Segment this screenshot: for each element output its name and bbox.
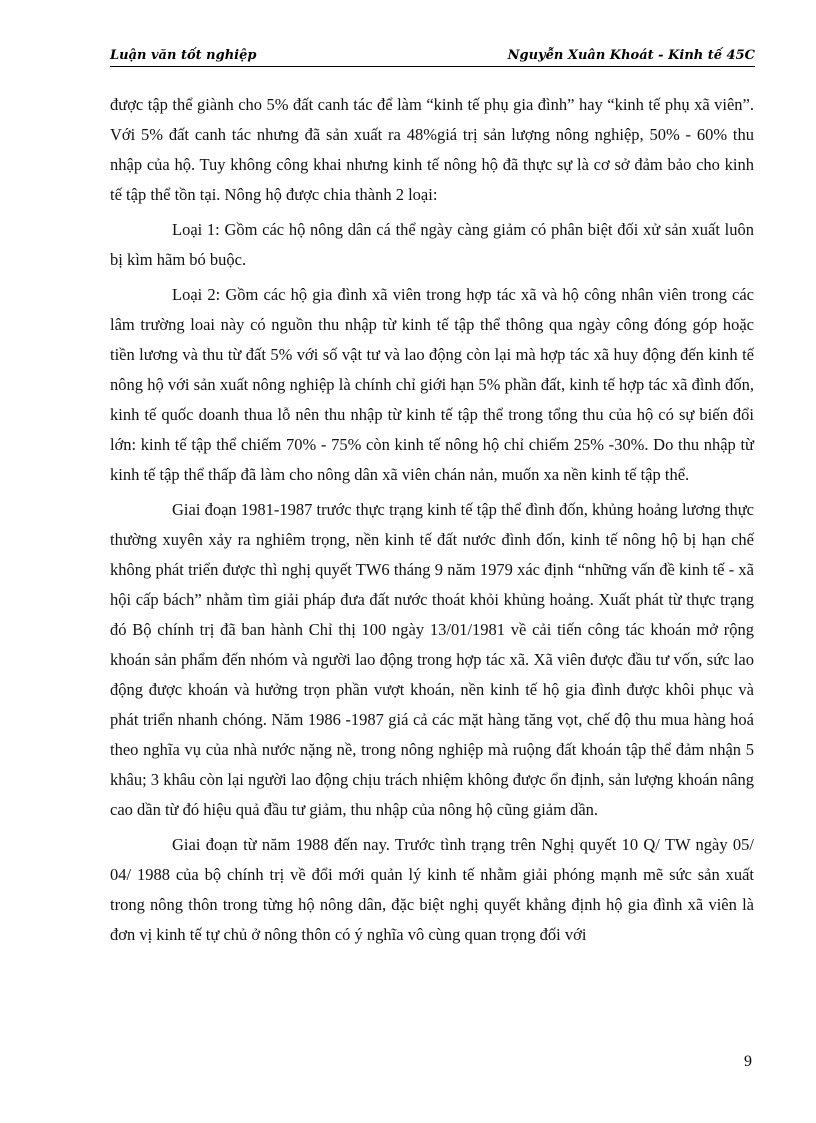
paragraph-type-1: Loại 1: Gồm các hộ nông dân cá thể ngày càng giảm có phân biệt đối xử sản xuất luôn bị kìm hãm bó buộc. [110,220,754,269]
paragraph-type-2: Loại 2: Gồm các hộ gia đình xã viên trong hợp tác xã và hộ công nhân viên trong các lâm trường loai này có nguồn thu nhập từ kinh tế tập thể thông qua ngày công đóng góp hoặc tiền lương và thu từ đất 5% với số vật tư và lao động còn lại mà hợp tác xã huy động đến kinh tế nông hộ với sản xuất nông nghiệp là chính chỉ giới hạn 5% phần đất, kinh tế hợp tác xã đình đốn, kinh tế quốc doanh thua lỗ nên thu nhập từ kinh tế tập thể trong tổng thu của hộ có sự biến đổi lớn: kinh tế tập thể chiếm 70% - 75% còn kinh tế nông hộ chỉ chiếm 25% -30%. Do thu nhập từ kinh tế tập thể thấp đã làm cho nông dân xã viên chán nản, muốn xa nền kinh tế tập thể. [110,285,754,484]
paragraph-period-1988: Giai đoạn từ năm 1988 đến nay. Trước tình trạng trên Nghị quyết 10 Q/ TW ngày 05/ 04/ 1988 của bộ chính trị về đổi mới quản lý kinh tế nhằm giải phóng mạnh mẽ sức sản xuất trong nông thôn trong từng hộ nông dân, đặc biệt nghị quyết khẳng định hộ gia đình xã viên là đơn vị kinh tế tự chủ ở nông thôn có ý nghĩa vô cùng quan trọng đối với [110,835,754,944]
header-title: Luận văn tốt nghiệp [110,48,257,63]
header-divider [110,66,755,67]
page-header [110,48,755,74]
page-body [110,90,754,950]
paragraph-continuation: được tập thể giành cho 5% đất canh tác để làm “kinh tế phụ gia đình” hay “kinh tế phụ xã viên”. Với 5% đất canh tác nhưng đã sản xuất ra 48%giá trị sản lượng nông nghiệp, 50% - 60% thu nhập của hộ. Tuy không công khai nhưng kinh tế nông hộ đã thực sự là cơ sở đảm bảo cho kinh tế tập thể tồn tại. Nông hộ được chia thành 2 loại: [110,95,754,204]
page-number: 9 [744,1053,752,1070]
header-author: Nguyễn Xuân Khoát - Kinh tế 45C [507,48,755,63]
paragraph-period-1981-1987: Giai đoạn 1981-1987 trước thực trạng kinh tế tập thể đình đốn, khủng hoảng lương thực thường xuyên xảy ra nghiêm trọng, nền kinh tế đất nước đình đốn, kinh tế nông hộ bị hạn chế không phát triển được thì nghị quyết TW6 tháng 9 năm 1979 xác định “những vấn đề kinh tế - xã hội cấp bách” nhằm tìm giải pháp đưa đất nước thoát khỏi khủng hoảng. Xuất phát từ thực trạng đó Bộ chính trị đã ban hành Chỉ thị 100 ngày 13/01/1981 về cải tiến công tác khoán mở rộng khoán sản phẩm đến nhóm và người lao động trong hợp tác xã. Xã viên được đầu tư vốn, sức lao động được khoán và hưởng trọn phần vượt khoán, nền kinh tế hộ gia đình được khôi phục và phát triển nhanh chóng. Năm 1986 -1987 giá cả các mặt hàng tăng vọt, chế độ thu mua hàng hoá theo nghĩa vụ của nhà nước nặng nề, trong nông nghiệp mà ruộng đất khoán tập thể đảm nhận 5 khâu; 3 khâu còn lại người lao động chịu trách nhiệm không được ổn định, sản lượng khoán nâng cao dần từ đó hiệu quả đầu tư giảm, thu nhập của nông hộ cũng giảm dần. [110,500,754,819]
